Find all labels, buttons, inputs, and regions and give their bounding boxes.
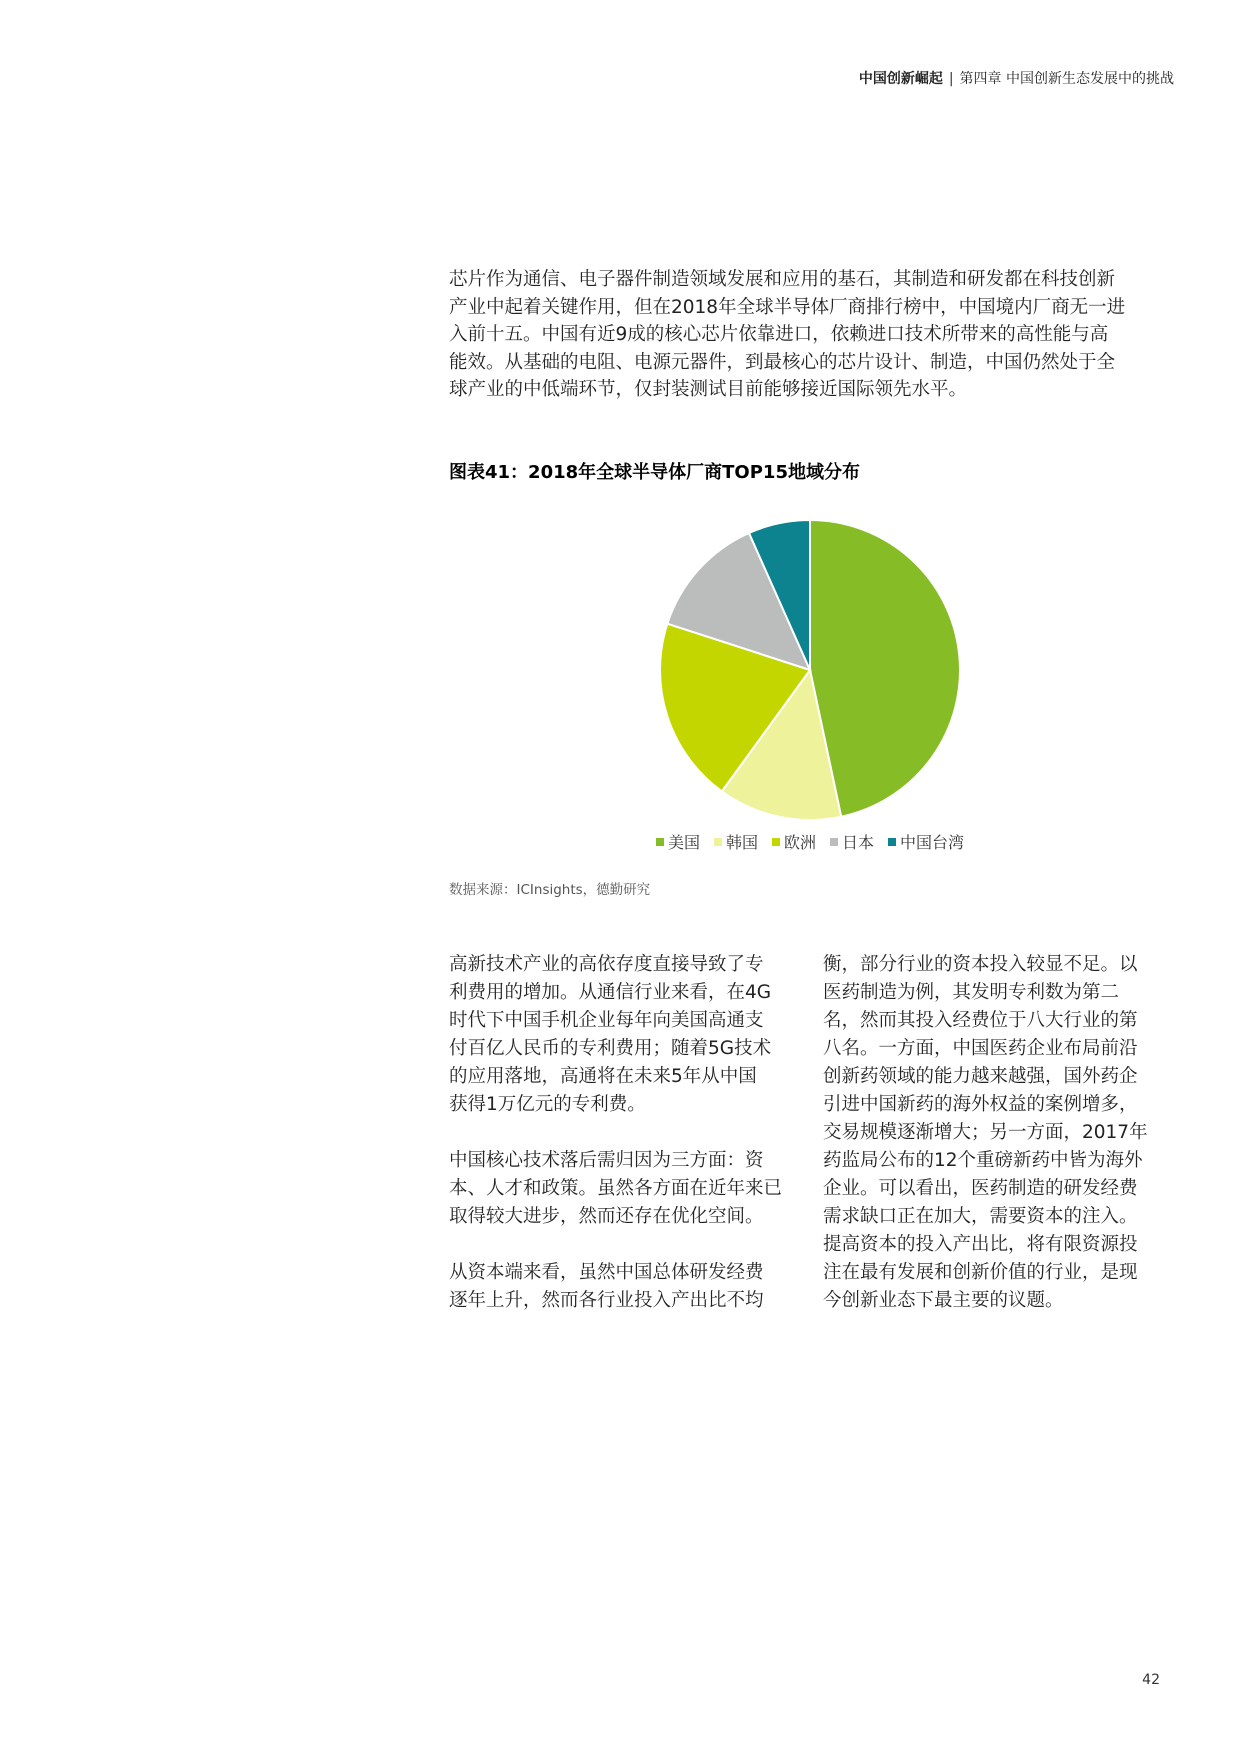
left-column [449,951,794,1343]
legend-label: 欧洲 [783,833,816,852]
legend-label: 中国台湾 [900,833,965,852]
paragraph-capital [449,1259,794,1315]
text-line: 引进中国新药的海外权益的案例增多， [823,1094,1138,1115]
legend-item-2 [772,830,816,853]
intro-line: 产业中起着关键作用，但在2018年全球半导体厂商排行榜中，中国境内厂商无一进 [449,296,1126,318]
text-line: 时代下中国手机企业每年向美国高通支 [449,1010,764,1031]
text-line: 获得1万亿元的专利费。 [449,1094,646,1115]
text-line: 逐年上升，然而各行业投入产出比不均 [449,1290,764,1311]
legend-swatch [830,838,838,846]
intro-paragraph [449,266,1174,404]
running-header [859,68,1174,88]
text-line: 中国核心技术落后需归因为三方面：资 [449,1150,764,1171]
legend-swatch [656,838,664,846]
text-line: 名，然而其投入经费位于八大行业的第 [823,1010,1138,1031]
legend-item-4 [888,830,964,853]
text-line: 从资本端来看，虽然中国总体研发经费 [449,1262,764,1283]
intro-line: 芯片作为通信、电子器件制造领域发展和应用的基石，其制造和研发都在科技创新 [449,269,1116,290]
legend-swatch [888,838,896,846]
right-column [823,951,1168,1343]
paragraph-three-aspects [449,1147,794,1231]
text-line: 提高资本的投入产出比，将有限资源投 [823,1234,1138,1255]
legend-label: 日本 [842,833,875,852]
text-line: 注在最有发展和创新价值的行业，是现 [823,1262,1138,1283]
pie-chart [640,500,980,840]
text-line: 利费用的增加。从通信行业来看，在4G [449,982,772,1003]
legend-item-3 [830,830,874,853]
paragraph-patent-fees [449,951,794,1119]
text-line: 需求缺口正在加大，需要资本的注入。 [823,1206,1138,1227]
paragraph-pharma [823,951,1168,1315]
legend-swatch [772,838,780,846]
text-line: 八名。一方面，中国医药企业布局前沿 [823,1038,1138,1059]
page-number: 42 [1142,1672,1160,1688]
legend-label: 美国 [667,833,700,852]
text-line: 衡，部分行业的资本投入较显不足。以 [823,954,1138,975]
legend-item-1 [714,830,758,853]
legend-swatch [714,838,722,846]
text-line: 本、人才和政策。虽然各方面在近年来已 [449,1178,783,1199]
legend-item-0 [656,830,700,853]
book-title: 中国创新崛起 [858,71,943,87]
intro-line: 能效。从基础的电阻、电源元器件，到最核心的芯片设计、制造，中国仍然处于全 [449,351,1116,373]
header-divider: | [948,71,954,87]
text-line: 付百亿人民币的专利费用；随着5G技术 [449,1038,772,1059]
text-line: 交易规模逐渐增大；另一方面，2017年 [823,1122,1148,1143]
text-line: 创新药领域的能力越来越强，国外药企 [823,1066,1138,1087]
text-line: 今创新业态下最主要的议题。 [823,1290,1064,1311]
chapter-title: 第四章 中国创新生态发展中的挑战 [959,71,1174,87]
legend-label: 韩国 [725,833,758,852]
text-line: 医药制造为例，其发明专利数为第二 [823,982,1120,1003]
text-line: 药监局公布的12个重磅新药中皆为海外 [823,1150,1143,1171]
intro-line: 球产业的中低端环节，仅封装测试目前能够接近国际领先水平。 [449,379,968,400]
text-line: 的应用落地，高通将在未来5年从中国 [449,1066,757,1087]
text-line: 企业。可以看出，医药制造的研发经费 [823,1178,1138,1199]
text-line: 取得较大进步，然而还存在优化空间。 [449,1206,764,1227]
chart-legend [600,830,1020,853]
text-line: 高新技术产业的高依存度直接导致了专 [449,954,764,975]
intro-line: 入前十五。中国有近9成的核心芯片依靠进口，依赖进口技术所带来的高性能与高 [449,324,1109,345]
figure-title: 图表41：2018年全球半导体厂商TOP15地域分布 [449,462,860,483]
data-source: 数据来源：ICInsights，德勤研究 [449,882,651,898]
